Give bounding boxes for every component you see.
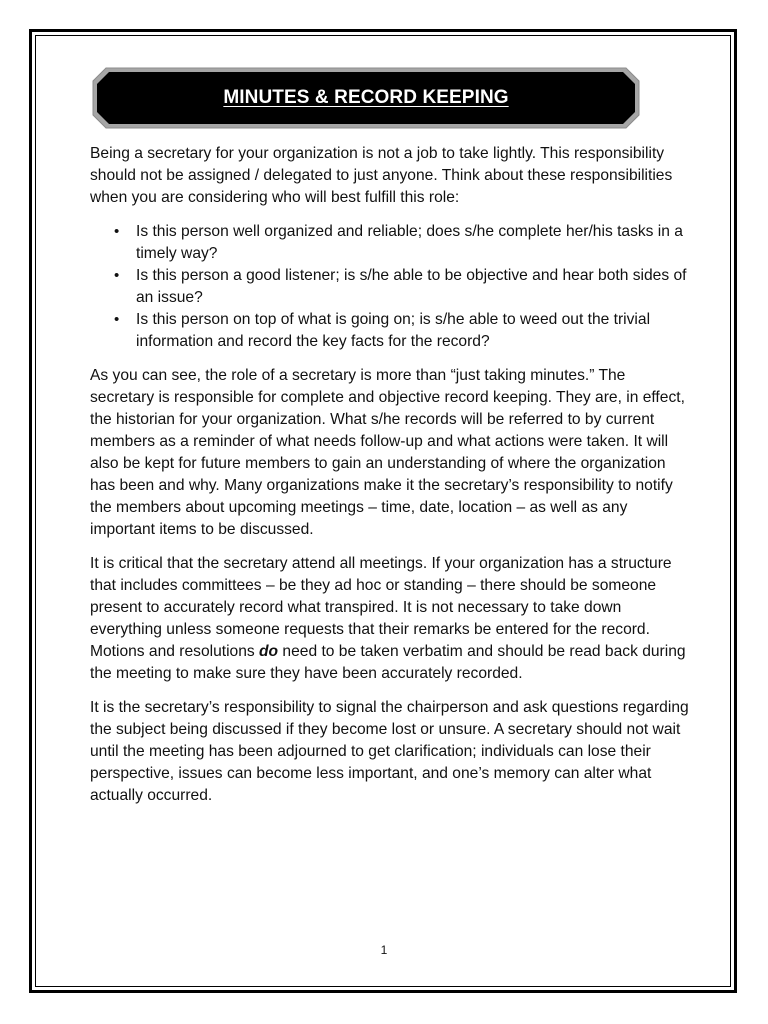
page-title: MINUTES & RECORD KEEPING xyxy=(223,87,509,108)
role-paragraph: As you can see, the role of a secretary is more than “just taking minutes.” The secretary is responsible for complete and objective record keeping. They are, in effect, the historian for your organization. What s/he records will be referred to by current members as a reminder of what needs follow-up and what actions were taken. It will also be kept for future members to gain an understanding of where the organization has been and why. Many organizations make it the secretary’s responsibility to notify the members about upcoming meetings – time, date, location – as well as any important items to be discussed. xyxy=(90,367,685,538)
responsibility-list xyxy=(90,221,690,353)
document-body xyxy=(90,143,690,819)
title-banner xyxy=(92,67,640,129)
list-item: • Is this person on top of what is going on; is s/he able to weed out the trivial information and record the key facts for the record? xyxy=(136,309,690,353)
emphasis-do: do xyxy=(259,643,279,660)
meetings-paragraph xyxy=(90,553,690,685)
list-item: • Is this person well organized and reliable; does s/he complete her/his tasks in a timely way? xyxy=(136,221,690,265)
list-item: • Is this person a good listener; is s/he able to be objective and hear both sides of an issue? xyxy=(136,265,690,309)
page-number: 1 xyxy=(380,943,388,957)
meetings-text-end: need to be taken verbatim and should be read back during the meeting to make sure they have been accurately recorded. xyxy=(90,643,686,682)
meetings-text-start: It is critical that the secretary attend all meetings. If your organization has a structure that includes committees – be they ad hoc or standing – there should be someone present to accurately record what transpired. It is not necessary to take down everything unless someone requests that their remarks be entered for the record. Motions and resolutions xyxy=(90,555,672,660)
clarification-paragraph: It is the secretary’s responsibility to signal the chairperson and ask questions regarding the subject being discussed if they become lost or unsure. A secretary should not wait until the meeting has been adjourned to get clarification; individuals can lose their perspective, issues can become less important, and one’s memory can alter what actually occurred. xyxy=(90,699,689,804)
intro-paragraph: Being a secretary for your organization is not a job to take lightly. This responsibility should not be assigned / delegated to just anyone. Think about these responsibilities when you are considering who will best fulfill this role: xyxy=(90,145,673,206)
